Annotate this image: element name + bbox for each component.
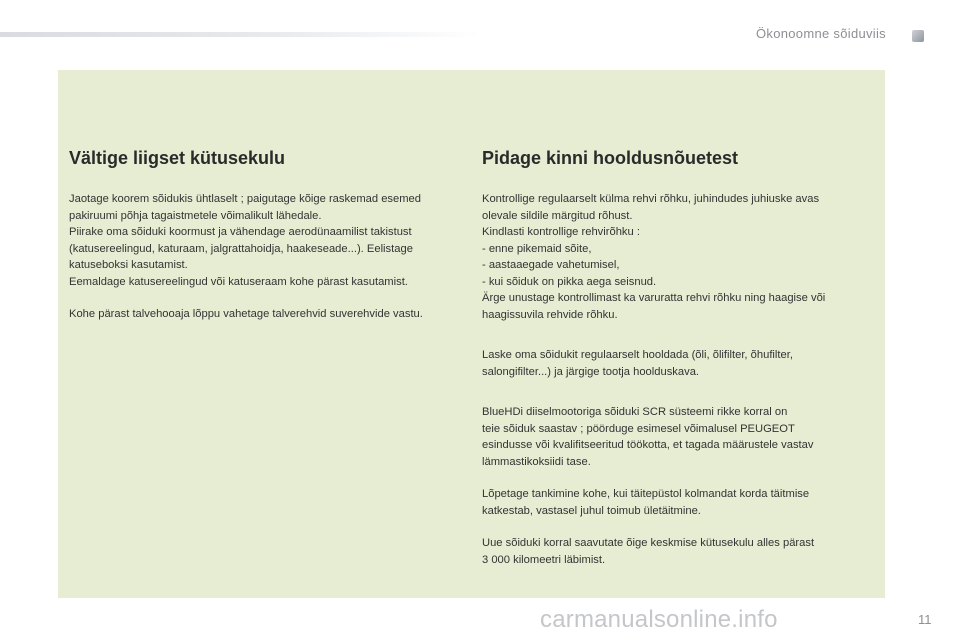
text-line: - kui sõiduk on pikka aega seisnud. xyxy=(482,275,657,288)
text-line: BlueHDi diiselmootoriga sõiduki SCR süsteemi rikke korral on xyxy=(482,406,788,418)
text-line: Laske oma sõidukit regulaarselt hooldada (õli, õlifilter, õhufilter, xyxy=(482,349,793,361)
section-heading-fuel: Vältige liigset kütusekulu xyxy=(69,148,286,168)
text-line: Kohe pärast talvehooaja lõppu vahetage talverehvid suverehvide vastu. xyxy=(69,308,423,320)
text-line: teie sõiduk saastav ; pöörduge esimesel võimalusel PEUGEOT xyxy=(482,422,795,435)
content-panel xyxy=(58,70,885,598)
text-line: Kontrollige regulaarselt külma rehvi rõhku, juhindudes juhiuske avas xyxy=(482,193,820,205)
watermark: carmanualsonline.info xyxy=(540,606,778,633)
text-line: Kindlasti kontrollige rehvirõhku : xyxy=(482,226,640,238)
text-line: 3 000 kilomeetri läbimist. xyxy=(482,553,606,566)
page-number: 11 xyxy=(918,612,932,627)
chapter-title: Ökonoomne sõiduviis xyxy=(756,26,886,41)
text-line: Lõpetage tankimine kohe, kui täitepüstol kolmandat korda täitmise xyxy=(482,488,810,500)
text-line: pakiruumi põhja tagaistmetele võimalikult lähedale. xyxy=(69,209,322,222)
section-heading-maintenance: Pidage kinni hooldusnõuetest xyxy=(482,148,739,168)
paragraph-tyres-season xyxy=(69,306,459,323)
left-column xyxy=(69,148,459,339)
text-line: - aastaaegade vahetumisel, xyxy=(482,259,620,271)
text-line: Uue sõiduki korral saavutate õige keskmise kütusekulu alles pärast xyxy=(482,537,815,549)
paragraph-refuelling xyxy=(482,486,876,519)
text-line: katuseboksi kasutamist. xyxy=(69,259,188,271)
paragraph-scr-system xyxy=(482,404,876,470)
text-line: Ärge unustage kontrollimast ka varuratta rehvi rõhku ning haagise või xyxy=(482,292,826,304)
header-rule xyxy=(0,32,480,37)
paragraph-new-vehicle xyxy=(482,535,876,568)
right-column xyxy=(482,148,876,584)
chapter-marker-icon xyxy=(912,30,924,42)
paragraph-load xyxy=(69,191,459,290)
text-line: haagissuvila rehvide rõhku. xyxy=(482,308,618,321)
paragraph-servicing xyxy=(482,347,876,380)
text-line: (katusereelingud, katuraam, jalgrattahoidja, haakeseade...). Eelistage xyxy=(69,242,413,255)
paragraph-tyre-pressure xyxy=(482,191,876,323)
text-line: katkestab, vastasel juhul toimub ületäitmine. xyxy=(482,504,701,517)
text-line: Jaotage koorem sõidukis ühtlaselt ; paigutage kõige raskemad esemed xyxy=(69,193,421,205)
text-line: esindusse või kvalifitseeritud töökotta, et tagada määrustele vastav xyxy=(482,439,814,451)
text-line: olevale sildile märgitud rõhust. xyxy=(482,209,633,222)
text-line: - enne pikemaid sõite, xyxy=(482,242,592,255)
text-line: salongifilter...) ja järgige tootja hoolduskava. xyxy=(482,365,700,378)
text-line: Piirake oma sõiduki koormust ja vähendage aerodünaamilist takistust xyxy=(69,226,412,238)
text-line: lämmastikoksiidi tase. xyxy=(482,455,591,468)
text-line: Eemaldage katusereelingud või katuseraam kohe pärast kasutamist. xyxy=(69,275,408,288)
